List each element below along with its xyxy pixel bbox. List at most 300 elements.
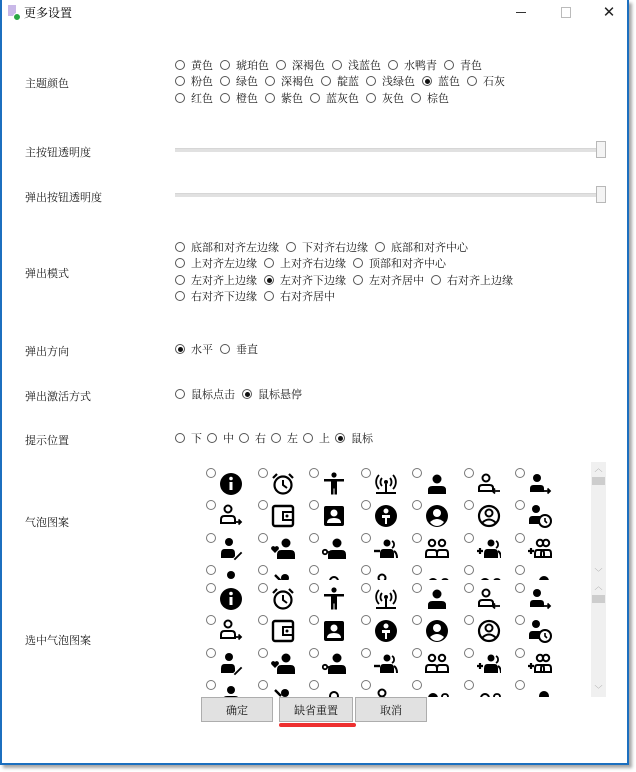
radio-option[interactable] [220, 73, 258, 89]
radio-unchecked-icon[interactable] [515, 565, 525, 575]
radio-unchecked-icon[interactable] [265, 76, 275, 86]
radio-option-label: 水平 [191, 343, 213, 356]
radio-unchecked-icon[interactable] [361, 648, 371, 658]
radio-unchecked-icon[interactable] [258, 500, 268, 510]
person-small-icon [219, 569, 243, 580]
popup-button-opacity-label: 弹出按钮透明度 [25, 191, 102, 204]
people-add-icon [477, 652, 501, 676]
people-remove-icon [374, 537, 398, 561]
radio-option-label: 橙色 [236, 92, 258, 105]
bubble-option[interactable] [512, 531, 562, 561]
radio-unchecked-icon[interactable] [206, 615, 216, 625]
radio-unchecked-icon[interactable] [515, 533, 525, 543]
radio-option[interactable] [271, 430, 298, 446]
bubble-option[interactable] [409, 498, 459, 528]
radio-unchecked-icon[interactable] [361, 565, 371, 575]
slider-thumb[interactable] [596, 186, 606, 203]
radio-unchecked-icon[interactable] [412, 533, 422, 543]
radio-option-label: 底部和对齐左边缘 [191, 241, 279, 254]
radio-option[interactable] [335, 430, 373, 446]
radio-unchecked-icon[interactable] [264, 291, 274, 301]
radio-option-label: 深褐色 [292, 59, 325, 72]
radio-unchecked-icon[interactable] [361, 533, 371, 543]
bubble-option[interactable] [409, 563, 459, 580]
x-dot-icon [528, 684, 552, 697]
radio-option-label: 靛蓝 [337, 75, 359, 88]
radio-row [175, 239, 475, 255]
bubble-option[interactable] [203, 563, 253, 580]
scroll-down-icon[interactable]: ﹀ [594, 685, 603, 694]
radio-unchecked-icon[interactable] [175, 242, 185, 252]
radio-unchecked-icon[interactable] [412, 565, 422, 575]
radio-option-label: 灰色 [382, 92, 404, 105]
people-add-icon [477, 537, 501, 561]
bubble-option[interactable] [461, 581, 511, 611]
ring-question-icon [477, 569, 501, 580]
radio-unchecked-icon[interactable] [464, 500, 474, 510]
radio-unchecked-icon[interactable] [175, 258, 185, 268]
person-in-circle-alt-icon [374, 504, 398, 528]
radio-unchecked-icon[interactable] [258, 583, 268, 593]
radio-unchecked-icon[interactable] [412, 468, 422, 478]
radio-unchecked-icon[interactable] [265, 93, 275, 103]
radio-unchecked-icon[interactable] [515, 615, 525, 625]
bubble-option[interactable] [409, 531, 459, 561]
window-title: 更多设置 [24, 6, 73, 20]
radio-option-label: 石灰 [483, 75, 505, 88]
radio-unchecked-icon[interactable] [220, 76, 230, 86]
red-underline-annotation [279, 723, 356, 727]
radio-option-label: 上对齐右边缘 [280, 257, 346, 270]
bubble-option[interactable] [306, 563, 356, 580]
bubble-option[interactable] [409, 646, 459, 676]
selected-bubble-pattern-scrollbar[interactable] [591, 580, 606, 697]
bubble-option[interactable] [203, 466, 253, 496]
popup-button-opacity-slider[interactable] [175, 185, 606, 205]
radio-option-label: 蓝色 [438, 75, 460, 88]
radio-checked-icon[interactable] [264, 275, 274, 285]
accessibility-icon [322, 472, 346, 496]
radio-row [175, 255, 453, 271]
radio-unchecked-icon[interactable] [206, 565, 216, 575]
radio-option[interactable] [175, 255, 257, 271]
bubble-option[interactable] [461, 613, 511, 643]
radio-unchecked-icon[interactable] [175, 76, 185, 86]
radio-option[interactable] [175, 386, 235, 402]
radio-unchecked-icon[interactable] [258, 615, 268, 625]
radio-option[interactable] [264, 255, 346, 271]
person-outline-arrow-right-icon [219, 619, 243, 643]
radio-unchecked-icon[interactable] [353, 275, 363, 285]
radio-option[interactable] [353, 272, 424, 288]
account-circle-icon [425, 504, 449, 528]
maximize-button[interactable] [544, 0, 588, 24]
ring-question-icon [477, 684, 501, 697]
radio-option[interactable] [321, 73, 359, 89]
radio-unchecked-icon[interactable] [258, 565, 268, 575]
contact-card-icon [322, 504, 346, 528]
radio-unchecked-icon[interactable] [276, 60, 286, 70]
radio-unchecked-icon[interactable] [321, 76, 331, 86]
radio-option[interactable] [353, 255, 446, 271]
bubble-option[interactable] [409, 581, 459, 611]
radio-unchecked-icon[interactable] [464, 468, 474, 478]
radio-unchecked-icon[interactable] [361, 500, 371, 510]
account-circle-icon [425, 619, 449, 643]
radio-unchecked-icon[interactable] [175, 93, 185, 103]
scroll-thumb[interactable] [592, 477, 605, 485]
radio-option[interactable] [175, 341, 213, 357]
dot-question-icon [425, 684, 449, 697]
person-slash-icon [271, 569, 295, 580]
radio-unchecked-icon[interactable] [361, 680, 371, 690]
bubble-option[interactable] [306, 678, 356, 697]
radio-option[interactable] [220, 341, 258, 357]
radio-unchecked-icon[interactable] [332, 60, 342, 70]
radio-option[interactable] [264, 272, 346, 288]
radio-option-label: 右对齐下边缘 [191, 290, 257, 303]
slider-track [175, 193, 606, 197]
radio-unchecked-icon[interactable] [206, 468, 216, 478]
radio-unchecked-icon[interactable] [258, 648, 268, 658]
bubble-option[interactable] [203, 498, 253, 528]
circle-outline-icon [322, 569, 346, 580]
bubble-option[interactable] [409, 466, 459, 496]
radio-unchecked-icon[interactable] [464, 615, 474, 625]
bubble-pattern-scrollbar[interactable] [591, 462, 606, 580]
radio-unchecked-icon[interactable] [361, 615, 371, 625]
radio-unchecked-icon[interactable] [309, 680, 319, 690]
slider-thumb[interactable] [596, 141, 606, 158]
scroll-thumb[interactable] [592, 595, 605, 603]
radio-unchecked-icon[interactable] [464, 648, 474, 658]
bubble-option[interactable] [306, 613, 356, 643]
selected-bubble-pattern-label: 选中气泡图案 [25, 634, 91, 647]
bubble-option[interactable] [358, 466, 408, 496]
radio-option-label: 底部和对齐中心 [391, 241, 468, 254]
bubble-option[interactable] [512, 563, 562, 580]
close-button[interactable] [587, 0, 631, 24]
radio-option-label: 下对齐右边缘 [302, 241, 368, 254]
bubble-option[interactable] [461, 678, 511, 697]
bubble-option[interactable] [358, 678, 408, 697]
radio-unchecked-icon[interactable] [412, 648, 422, 658]
minimize-icon [516, 12, 526, 13]
radio-option[interactable] [265, 90, 303, 106]
info-icon [219, 472, 243, 496]
radio-row [175, 57, 489, 73]
radio-unchecked-icon[interactable] [271, 433, 281, 443]
person-in-circle-alt-icon [374, 619, 398, 643]
radio-unchecked-icon[interactable] [220, 60, 230, 70]
radio-unchecked-icon[interactable] [206, 648, 216, 658]
bubble-option[interactable] [358, 531, 408, 561]
radio-option[interactable] [264, 288, 335, 304]
radio-unchecked-icon[interactable] [444, 60, 454, 70]
bubble-option[interactable] [358, 646, 408, 676]
person-icon [425, 472, 449, 496]
radio-unchecked-icon[interactable] [515, 500, 525, 510]
radio-option[interactable] [467, 73, 505, 89]
radio-unchecked-icon[interactable] [175, 389, 185, 399]
radio-unchecked-icon[interactable] [175, 433, 185, 443]
radio-option[interactable] [175, 73, 213, 89]
radio-option-label: 下 [191, 432, 202, 445]
radio-unchecked-icon[interactable] [353, 258, 363, 268]
radio-option-label: 垂直 [236, 343, 258, 356]
radio-unchecked-icon[interactable] [175, 275, 185, 285]
radio-option[interactable] [175, 288, 257, 304]
radio-option[interactable] [388, 57, 437, 73]
radio-option[interactable] [431, 272, 513, 288]
radio-unchecked-icon[interactable] [258, 533, 268, 543]
popup-activation-label: 弹出激活方式 [25, 390, 91, 403]
radio-row [175, 90, 456, 106]
radio-unchecked-icon[interactable] [515, 583, 525, 593]
radio-unchecked-icon[interactable] [309, 533, 319, 543]
radio-unchecked-icon[interactable] [412, 583, 422, 593]
bubble-option[interactable] [255, 581, 305, 611]
radio-checked-icon[interactable] [175, 344, 185, 354]
bubble-option[interactable] [255, 531, 305, 561]
radio-option-label: 蓝灰色 [326, 92, 359, 105]
radio-unchecked-icon[interactable] [366, 93, 376, 103]
radio-option-label: 鼠标悬停 [258, 388, 302, 401]
bubble-option[interactable] [203, 646, 253, 676]
radio-option-label: 上 [319, 432, 330, 445]
radio-unchecked-icon[interactable] [464, 565, 474, 575]
title-bar[interactable] [2, 0, 627, 26]
radio-row [175, 288, 342, 304]
bubble-option[interactable] [461, 466, 511, 496]
circle-outline-icon [322, 684, 346, 697]
bubble-option[interactable] [461, 563, 511, 580]
radio-option[interactable] [239, 430, 266, 446]
radio-option[interactable] [175, 90, 213, 106]
bubble-option[interactable] [409, 613, 459, 643]
radio-option[interactable] [265, 73, 314, 89]
radio-unchecked-icon[interactable] [309, 583, 319, 593]
bubble-option[interactable] [358, 563, 408, 580]
bubble-option[interactable] [203, 678, 253, 697]
info-icon [219, 587, 243, 611]
radio-unchecked-icon[interactable] [206, 680, 216, 690]
radio-unchecked-icon[interactable] [467, 76, 477, 86]
radio-option-label: 中 [223, 432, 234, 445]
bubble-option[interactable] [203, 581, 253, 611]
radio-unchecked-icon[interactable] [207, 433, 217, 443]
radio-option[interactable] [286, 239, 368, 255]
theme-color-label: 主题颜色 [25, 77, 69, 90]
radio-unchecked-icon[interactable] [309, 648, 319, 658]
radio-option[interactable] [175, 57, 213, 73]
radio-option[interactable] [175, 430, 202, 446]
bubble-option[interactable] [255, 498, 305, 528]
bubble-option[interactable] [409, 678, 459, 697]
bubble-option[interactable] [512, 646, 562, 676]
radio-unchecked-icon[interactable] [220, 344, 230, 354]
radio-checked-icon[interactable] [242, 389, 252, 399]
radio-option[interactable] [175, 239, 279, 255]
radio-option[interactable] [207, 430, 234, 446]
radio-option[interactable] [303, 430, 330, 446]
bubble-option[interactable] [512, 581, 562, 611]
radio-checked-icon[interactable] [335, 433, 345, 443]
people-outline-icon [425, 537, 449, 561]
minimize-button[interactable] [499, 0, 543, 24]
radio-option[interactable] [422, 73, 460, 89]
radio-option[interactable] [276, 57, 325, 73]
radio-unchecked-icon[interactable] [411, 93, 421, 103]
person-heart-icon [271, 537, 295, 561]
radio-option[interactable] [366, 90, 404, 106]
bubble-option[interactable] [306, 581, 356, 611]
alarm-clock-icon [271, 587, 295, 611]
bubble-pattern-label: 气泡图案 [25, 516, 69, 529]
radio-unchecked-icon[interactable] [412, 680, 422, 690]
radio-unchecked-icon[interactable] [309, 565, 319, 575]
radio-option[interactable] [220, 57, 269, 73]
bubble-option[interactable] [255, 646, 305, 676]
bubble-option[interactable] [306, 498, 356, 528]
bubble-option[interactable] [461, 531, 511, 561]
radio-unchecked-icon[interactable] [286, 242, 296, 252]
radio-option-label: 紫色 [281, 92, 303, 105]
radio-option-label: 深褐色 [281, 75, 314, 88]
radio-option[interactable] [375, 239, 468, 255]
bubble-option[interactable] [512, 678, 562, 697]
radio-unchecked-icon[interactable] [412, 500, 422, 510]
person-heart-icon [271, 652, 295, 676]
account-circle-outline-icon [477, 504, 501, 528]
radio-unchecked-icon[interactable] [206, 583, 216, 593]
person-edit-icon [219, 537, 243, 561]
wifi-tethering-icon [374, 472, 398, 496]
app-icon-badge [13, 13, 21, 21]
radio-option-label: 棕色 [427, 92, 449, 105]
people-outline-add-icon [528, 652, 552, 676]
radio-unchecked-icon[interactable] [361, 583, 371, 593]
radio-unchecked-icon[interactable] [388, 60, 398, 70]
radio-unchecked-icon[interactable] [464, 533, 474, 543]
bubble-option[interactable] [203, 613, 253, 643]
bubble-option[interactable] [306, 646, 356, 676]
radio-option[interactable] [411, 90, 449, 106]
radio-unchecked-icon[interactable] [464, 680, 474, 690]
bubble-pattern-list[interactable] [200, 462, 606, 580]
radio-unchecked-icon[interactable] [366, 76, 376, 86]
bubble-option[interactable] [461, 646, 511, 676]
radio-option[interactable] [366, 73, 415, 89]
bubble-option[interactable] [512, 498, 562, 528]
radio-unchecked-icon[interactable] [431, 275, 441, 285]
radio-option[interactable] [242, 386, 302, 402]
wifi-tethering-icon [374, 587, 398, 611]
radio-unchecked-icon[interactable] [309, 468, 319, 478]
bubble-option[interactable] [358, 498, 408, 528]
scroll-up-icon[interactable]: ︿ [594, 464, 603, 473]
radio-unchecked-icon[interactable] [258, 468, 268, 478]
radio-unchecked-icon[interactable] [515, 648, 525, 658]
bubble-option[interactable] [358, 613, 408, 643]
tip-position-label: 提示位置 [25, 434, 69, 447]
radio-option-label: 顶部和对齐中心 [369, 257, 446, 270]
person-arrow-right-icon [528, 472, 552, 496]
radio-option[interactable] [220, 90, 258, 106]
radio-unchecked-icon[interactable] [375, 242, 385, 252]
reset-defaults-button[interactable]: 缺省重置 [279, 697, 353, 722]
wallet-icon [271, 619, 295, 643]
radio-unchecked-icon[interactable] [264, 258, 274, 268]
radio-unchecked-icon[interactable] [361, 468, 371, 478]
radio-unchecked-icon[interactable] [464, 583, 474, 593]
radio-option[interactable] [175, 272, 257, 288]
main-button-opacity-slider[interactable] [175, 140, 606, 160]
scroll-down-icon[interactable]: ﹀ [594, 568, 603, 577]
radio-unchecked-icon[interactable] [175, 60, 185, 70]
radio-unchecked-icon[interactable] [239, 433, 249, 443]
ok-button[interactable]: 确定 [201, 697, 273, 722]
radio-option[interactable] [444, 57, 482, 73]
radio-unchecked-icon[interactable] [258, 680, 268, 690]
bubble-option[interactable] [461, 498, 511, 528]
radio-option-label: 左对齐下边缘 [280, 274, 346, 287]
contact-card-icon [322, 619, 346, 643]
radio-checked-icon[interactable] [422, 76, 432, 86]
bubble-option[interactable] [306, 531, 356, 561]
radio-unchecked-icon[interactable] [220, 93, 230, 103]
people-outline-icon [425, 652, 449, 676]
radio-unchecked-icon[interactable] [515, 680, 525, 690]
person-clock-icon [528, 619, 552, 643]
bubble-option[interactable] [358, 581, 408, 611]
scroll-up-icon[interactable]: ︿ [594, 582, 603, 591]
radio-unchecked-icon[interactable] [206, 500, 216, 510]
radio-unchecked-icon[interactable] [310, 93, 320, 103]
bubble-option[interactable] [255, 678, 305, 697]
account-circle-outline-icon [477, 619, 501, 643]
radio-unchecked-icon[interactable] [206, 533, 216, 543]
person-icon [425, 587, 449, 611]
radio-unchecked-icon[interactable] [412, 615, 422, 625]
selected-bubble-pattern-list[interactable] [200, 580, 606, 697]
person-arrow-left-icon [477, 472, 501, 496]
bubble-option[interactable] [512, 613, 562, 643]
radio-unchecked-icon[interactable] [303, 433, 313, 443]
radio-unchecked-icon[interactable] [515, 468, 525, 478]
cancel-button[interactable]: 取消 [355, 697, 427, 722]
radio-unchecked-icon[interactable] [309, 615, 319, 625]
dot-question-icon [425, 569, 449, 580]
bubble-option[interactable] [255, 466, 305, 496]
bubble-option[interactable] [255, 613, 305, 643]
bubble-option[interactable] [306, 466, 356, 496]
radio-option-label: 右对齐居中 [280, 290, 335, 303]
radio-option-label: 绿色 [236, 75, 258, 88]
close-icon: ✕ [602, 2, 616, 21]
bubble-option[interactable] [512, 466, 562, 496]
person-arrow-right-icon [528, 587, 552, 611]
radio-option[interactable] [310, 90, 359, 106]
bubble-option[interactable] [203, 531, 253, 561]
radio-option-label: 左对齐上边缘 [191, 274, 257, 287]
bubble-option[interactable] [255, 563, 305, 580]
radio-option[interactable] [332, 57, 381, 73]
radio-unchecked-icon[interactable] [309, 500, 319, 510]
radio-option-label: 浅绿色 [382, 75, 415, 88]
radio-unchecked-icon[interactable] [175, 291, 185, 301]
radio-option-label: 右 [255, 432, 266, 445]
